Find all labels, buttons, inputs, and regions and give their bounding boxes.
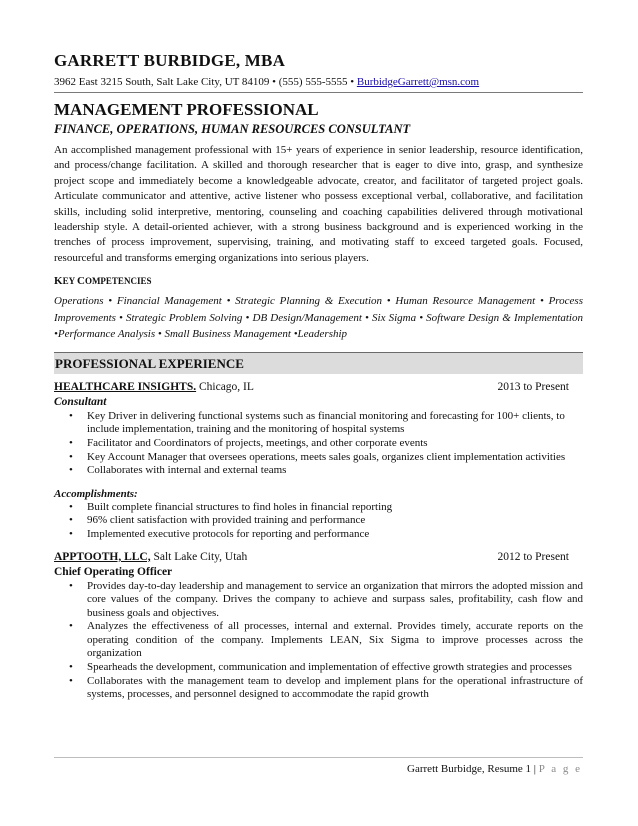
contact-line xyxy=(54,74,583,90)
job-duties-list xyxy=(54,580,583,702)
list-item: • Spearheads the development, communication and implementation of effective growth strategies and processes xyxy=(54,661,583,675)
job-dates: 2012 to Present xyxy=(497,550,569,563)
list-item: • Collaborates with internal and external teams xyxy=(54,464,583,478)
contact-details: 3962 East 3215 South, Salt Lake City, UT 84109 • (555) 555-5555 • xyxy=(54,76,357,88)
competencies-title xyxy=(54,274,583,289)
list-item: • Collaborates with the management team to develop and implement plans for the operational infrastructure of systems, processes, and personnel designed to accommodate the rapid growth xyxy=(54,675,583,702)
footer-page-word: P a g e xyxy=(538,763,582,775)
competencies-list: Operations • Financial Management • Strategic Planning & Execution • Human Resource Management • Process Improvements • Strategic Problem Solving • DB Design/Management • Six Sigma • Software Design & Implementation •Performance Analysis • Small Business Management •Leadership xyxy=(54,295,583,341)
footer-divider xyxy=(54,757,583,758)
job-company: HEALTHCARE INSIGHTS. xyxy=(54,380,197,393)
section-experience-title: PROFESSIONAL EXPERIENCE xyxy=(54,352,583,374)
email-link[interactable]: BurbidgeGarrett@msn.com xyxy=(356,76,480,88)
list-item: • 96% client satisfaction with provided training and performance xyxy=(54,514,583,528)
job-company-location xyxy=(54,550,247,565)
list-item: • Analyzes the effectiveness of all processes, internal and external. Provides timely, accurate reports on the operating condition of the company. Implements LEAN, Six Sigma to improve processes across the organization xyxy=(54,620,583,661)
resume-content xyxy=(54,50,583,702)
job-company: APPTOOTH, LLC, xyxy=(54,550,151,563)
list-item: • Provides day-to-day leadership and management to service an organization that mirrors the adopted mission and core values of the company. Drives the company to achieve and surpass sales, profitability, cash flow and business goals and objectives. xyxy=(54,580,583,621)
header-block xyxy=(54,50,583,93)
list-item: • Key Driver in delivering functional systems such as financial monitoring and forecasting for 100+ clients, to include implementation, training and the monitoring of hospital systems xyxy=(54,410,583,437)
job-location: Chicago, IL xyxy=(196,380,254,393)
job-header xyxy=(54,380,583,395)
footer-text: Garrett Burbidge, Resume 1 | xyxy=(407,763,539,775)
list-item: • Implemented executive protocols for reporting and performance xyxy=(54,528,583,542)
competencies-title-k: K xyxy=(54,275,63,288)
professional-summary: An accomplished management professional with 15+ years of experience in senior leadership, resource identification, and process/change facilitation. A skilled and thorough researcher that is eager to dive into, grasp, and synthesize project scope and immediately become a knowledgeable advocate, creator, and facilitator of targeted project goals. Articulate communicator and attentive, active listener who possess exceptional verbal, collaborative, and facilitation skills, including solid interpretive, mentoring, counseling and coaching capabilities delivered through motivational leadership style. A detail-oriented achiever, with a strong business background and is experienced working in the trenches of process improvement, supervising, training, and motivating staff to exceed targeted goals. Focused, resourceful and transforms emerging organizations into serious players. xyxy=(54,144,583,264)
job-header xyxy=(54,550,583,565)
accomplishments-list xyxy=(54,501,583,542)
job-role: Consultant xyxy=(54,395,107,408)
job-duties-list xyxy=(54,410,583,478)
job-location: Salt Lake City, Utah xyxy=(150,550,248,563)
page-footer xyxy=(407,763,582,776)
job-role: Chief Operating Officer xyxy=(54,565,173,578)
list-item: • Built complete financial structures to find holes in financial reporting xyxy=(54,501,583,515)
job-company-location xyxy=(54,380,254,395)
list-item: • Facilitator and Coordinators of projects, meetings, and other corporate events xyxy=(54,437,583,451)
candidate-name: GARRETT BURBIDGE, MBA xyxy=(54,51,286,70)
job-dates: 2013 to Present xyxy=(497,380,569,393)
headline: MANAGEMENT PROFESSIONAL xyxy=(54,100,319,119)
competencies-title-ompetencies: OMPETENCIES xyxy=(84,276,152,287)
competencies-title-ey: EY xyxy=(62,276,77,287)
list-item: • Key Account Manager that oversees operations, meets sales goals, organizes client implementation activities xyxy=(54,451,583,465)
subheadline: FINANCE, OPERATIONS, HUMAN RESOURCES CONSULTANT xyxy=(54,122,411,136)
accomplishments-title: Accomplishments: xyxy=(54,487,138,500)
competencies-title-c: C xyxy=(76,275,85,288)
